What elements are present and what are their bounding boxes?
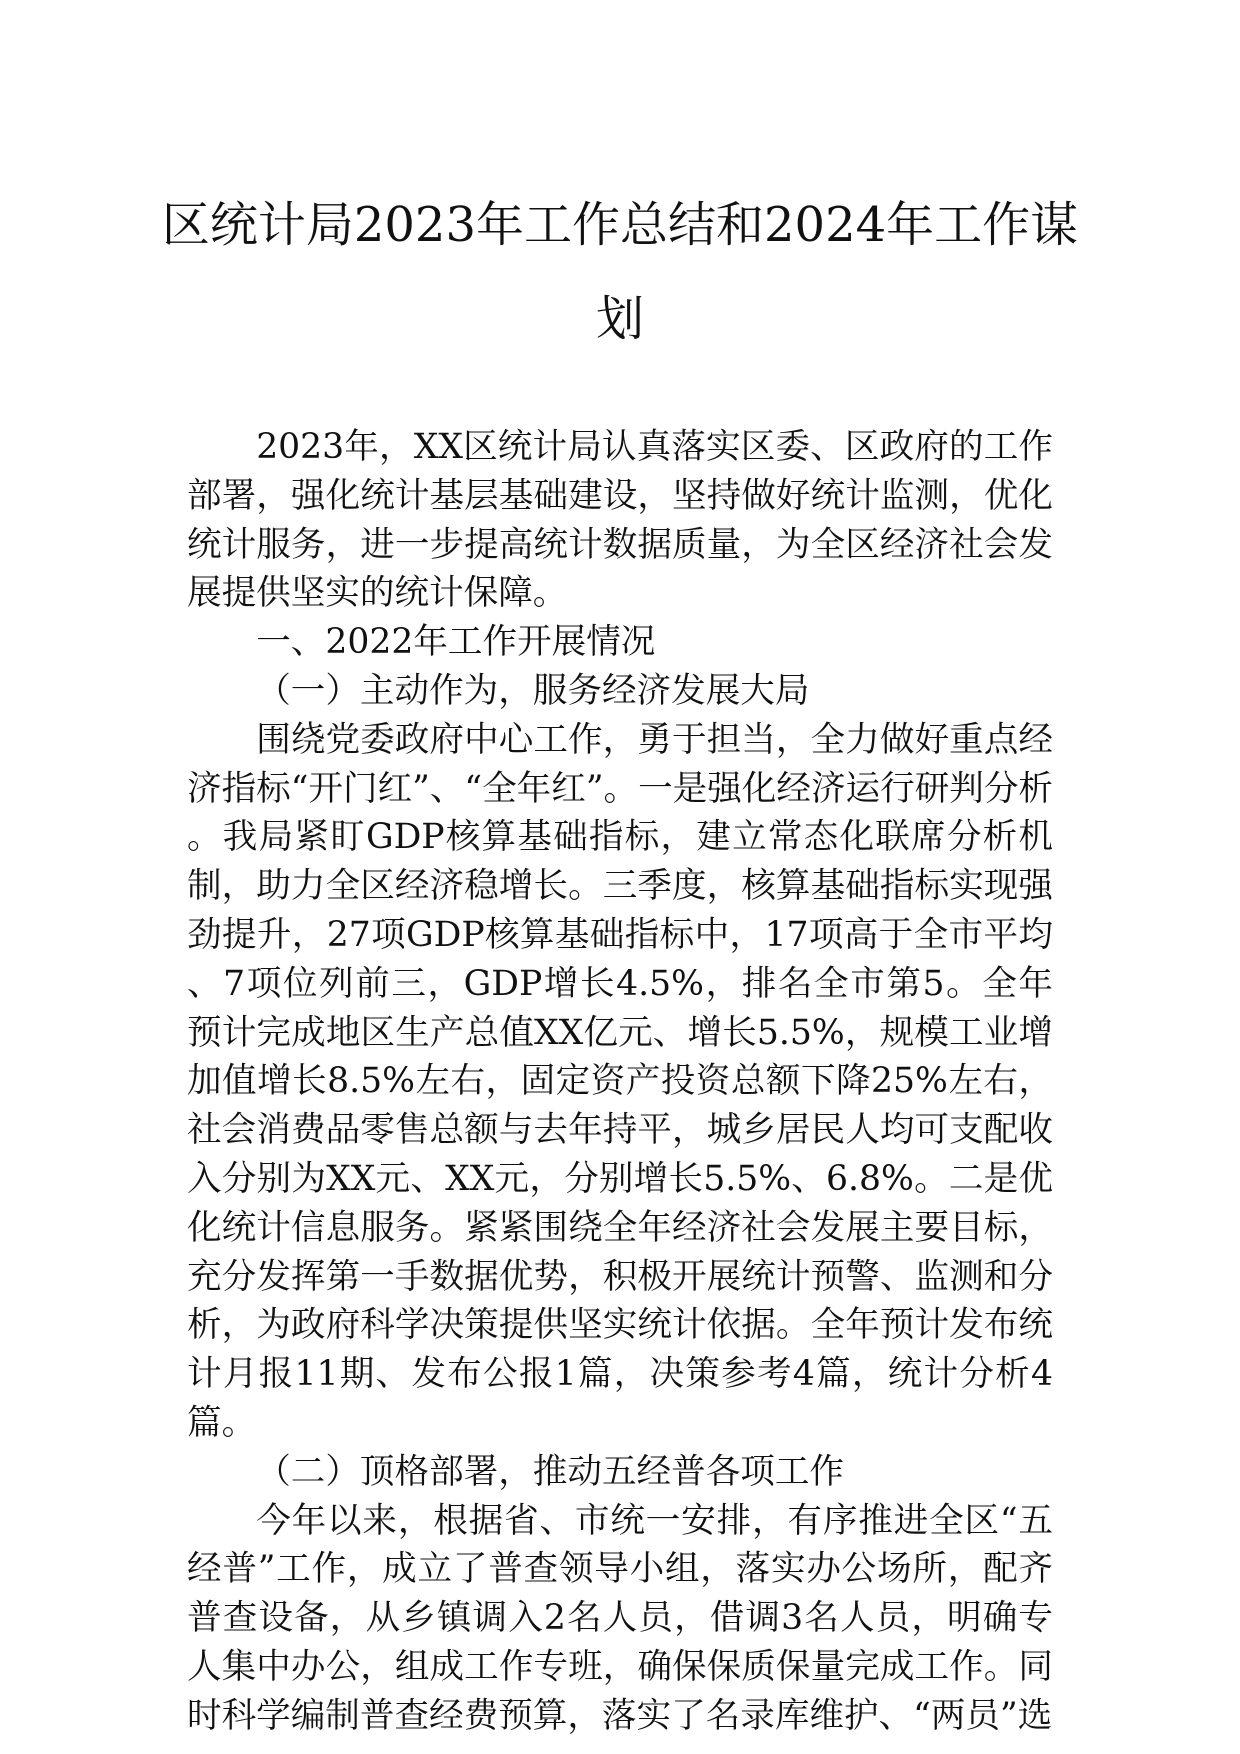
subsection-heading-1: （一）主动作为，服务经济发展大局 [256, 670, 810, 711]
body-paragraph: 围绕党委政府中心工作，勇于担当，全力做好重点经济指标“开门红”、“全年红”。一是强化经济运行研判分析。我局紧盯GDP核算基础指标，建立常态化联席分析机制，助力全区经济稳增长。三季度，核算基础指标实现强劲提升，27项GDP核算基础指标中，17项高于全市平均、7项位列前三，GDP增长4.5%，排名全市第5。全年预计完成地区生产总值XX亿元、增长5.5%，规模工业增加值增长8.5%左右，固定资产投资总额下降25%左右，社会消费品零售总额与去年持平，城乡居民人均可支配收入分别为XX元、XX元，分别增长5.5%、6.8%。二是优化统计信息服务。紧紧围绕全年经济社会发展主要目标，充分发挥第一手数据优势，积极开展统计预警、监测和分析，为政府科学决策提供坚实统计依据。全年预计发布统计月报11期、发布公报1篇，决策参考4篇，统计分析4篇。 [187, 719, 1054, 1443]
body-paragraph: 今年以来，根据省、市统一安排，有序推进全区“五经普”工作，成立了普查领导小组，落实办公场所，配齐普查设备，从乡镇调入2名人员，借调3名人员，明确专人集中办公，组成工作专班，确保保质保量完成工作。同时科学编制普查经费预算，落实了名录库维护、“两员”选 [187, 1500, 1053, 1736]
intro-paragraph: 2023年，XX区统计局认真落实区委、区政府的工作部署，强化统计基层基础建设，坚持做好统计监测，优化统计服务，进一步提高统计数据质量，为全区经济社会发展提供坚实的统计保障。 [187, 427, 1053, 614]
document-title: 区统计局2023年工作总结和2024年工作谋划 [161, 197, 1079, 347]
section-heading-1: 一、2022年工作开展情况 [256, 622, 656, 663]
subsection-heading-2: （二）顶格部署，推动五经普各项工作 [256, 1451, 845, 1492]
document-body [187, 423, 1053, 1741]
